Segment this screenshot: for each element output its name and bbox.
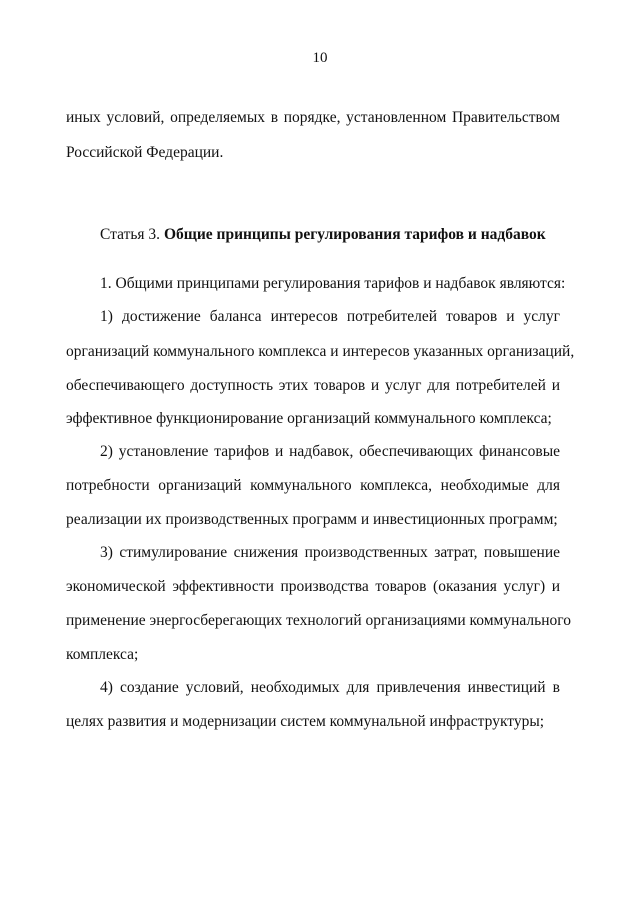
text-line: 2) установление тарифов и надбавок, обеспечивающих финансовые <box>100 443 560 460</box>
text-line: применение энергосберегающих технологий организациями коммунального <box>66 612 571 629</box>
text-line: обеспечивающего доступность этих товаров и услуг для потребителей и <box>66 377 560 394</box>
article-heading <box>100 225 560 245</box>
article-label: Статья 3. <box>100 226 161 243</box>
text-line: организаций коммунального комплекса и интересов указанных организаций, <box>66 343 575 360</box>
text-line: иных условий, определяемых в порядке, установленном Правительством <box>66 109 560 126</box>
text-line: комплекса; <box>66 646 139 663</box>
text-line: экономической эффективности производства товаров (оказания услуг) и <box>66 578 560 595</box>
text-line: целях развития и модернизации систем коммунальной инфраструктуры; <box>66 713 545 730</box>
text-line: 4) создание условий, необходимых для привлечения инвестиций в <box>100 679 560 696</box>
text-line: эффективное функционирование организаций коммунального комплекса; <box>66 410 552 427</box>
text-line: 1) достижение баланса интересов потребителей товаров и услуг <box>100 308 560 325</box>
text-line: реализации их производственных программ и инвестиционных программ; <box>66 511 558 528</box>
text-line: потребности организаций коммунального комплекса, необходимые для <box>66 477 560 494</box>
text-line: Российской Федерации. <box>66 144 224 161</box>
text-line: 1. Общими принципами регулирования тарифов и надбавок являются: <box>100 275 566 292</box>
article-title: Общие принципы регулирования тарифов и надбавок <box>163 226 546 243</box>
page-number: 10 <box>312 50 328 66</box>
text-line: 3) стимулирование снижения производственных затрат, повышение <box>100 544 560 561</box>
